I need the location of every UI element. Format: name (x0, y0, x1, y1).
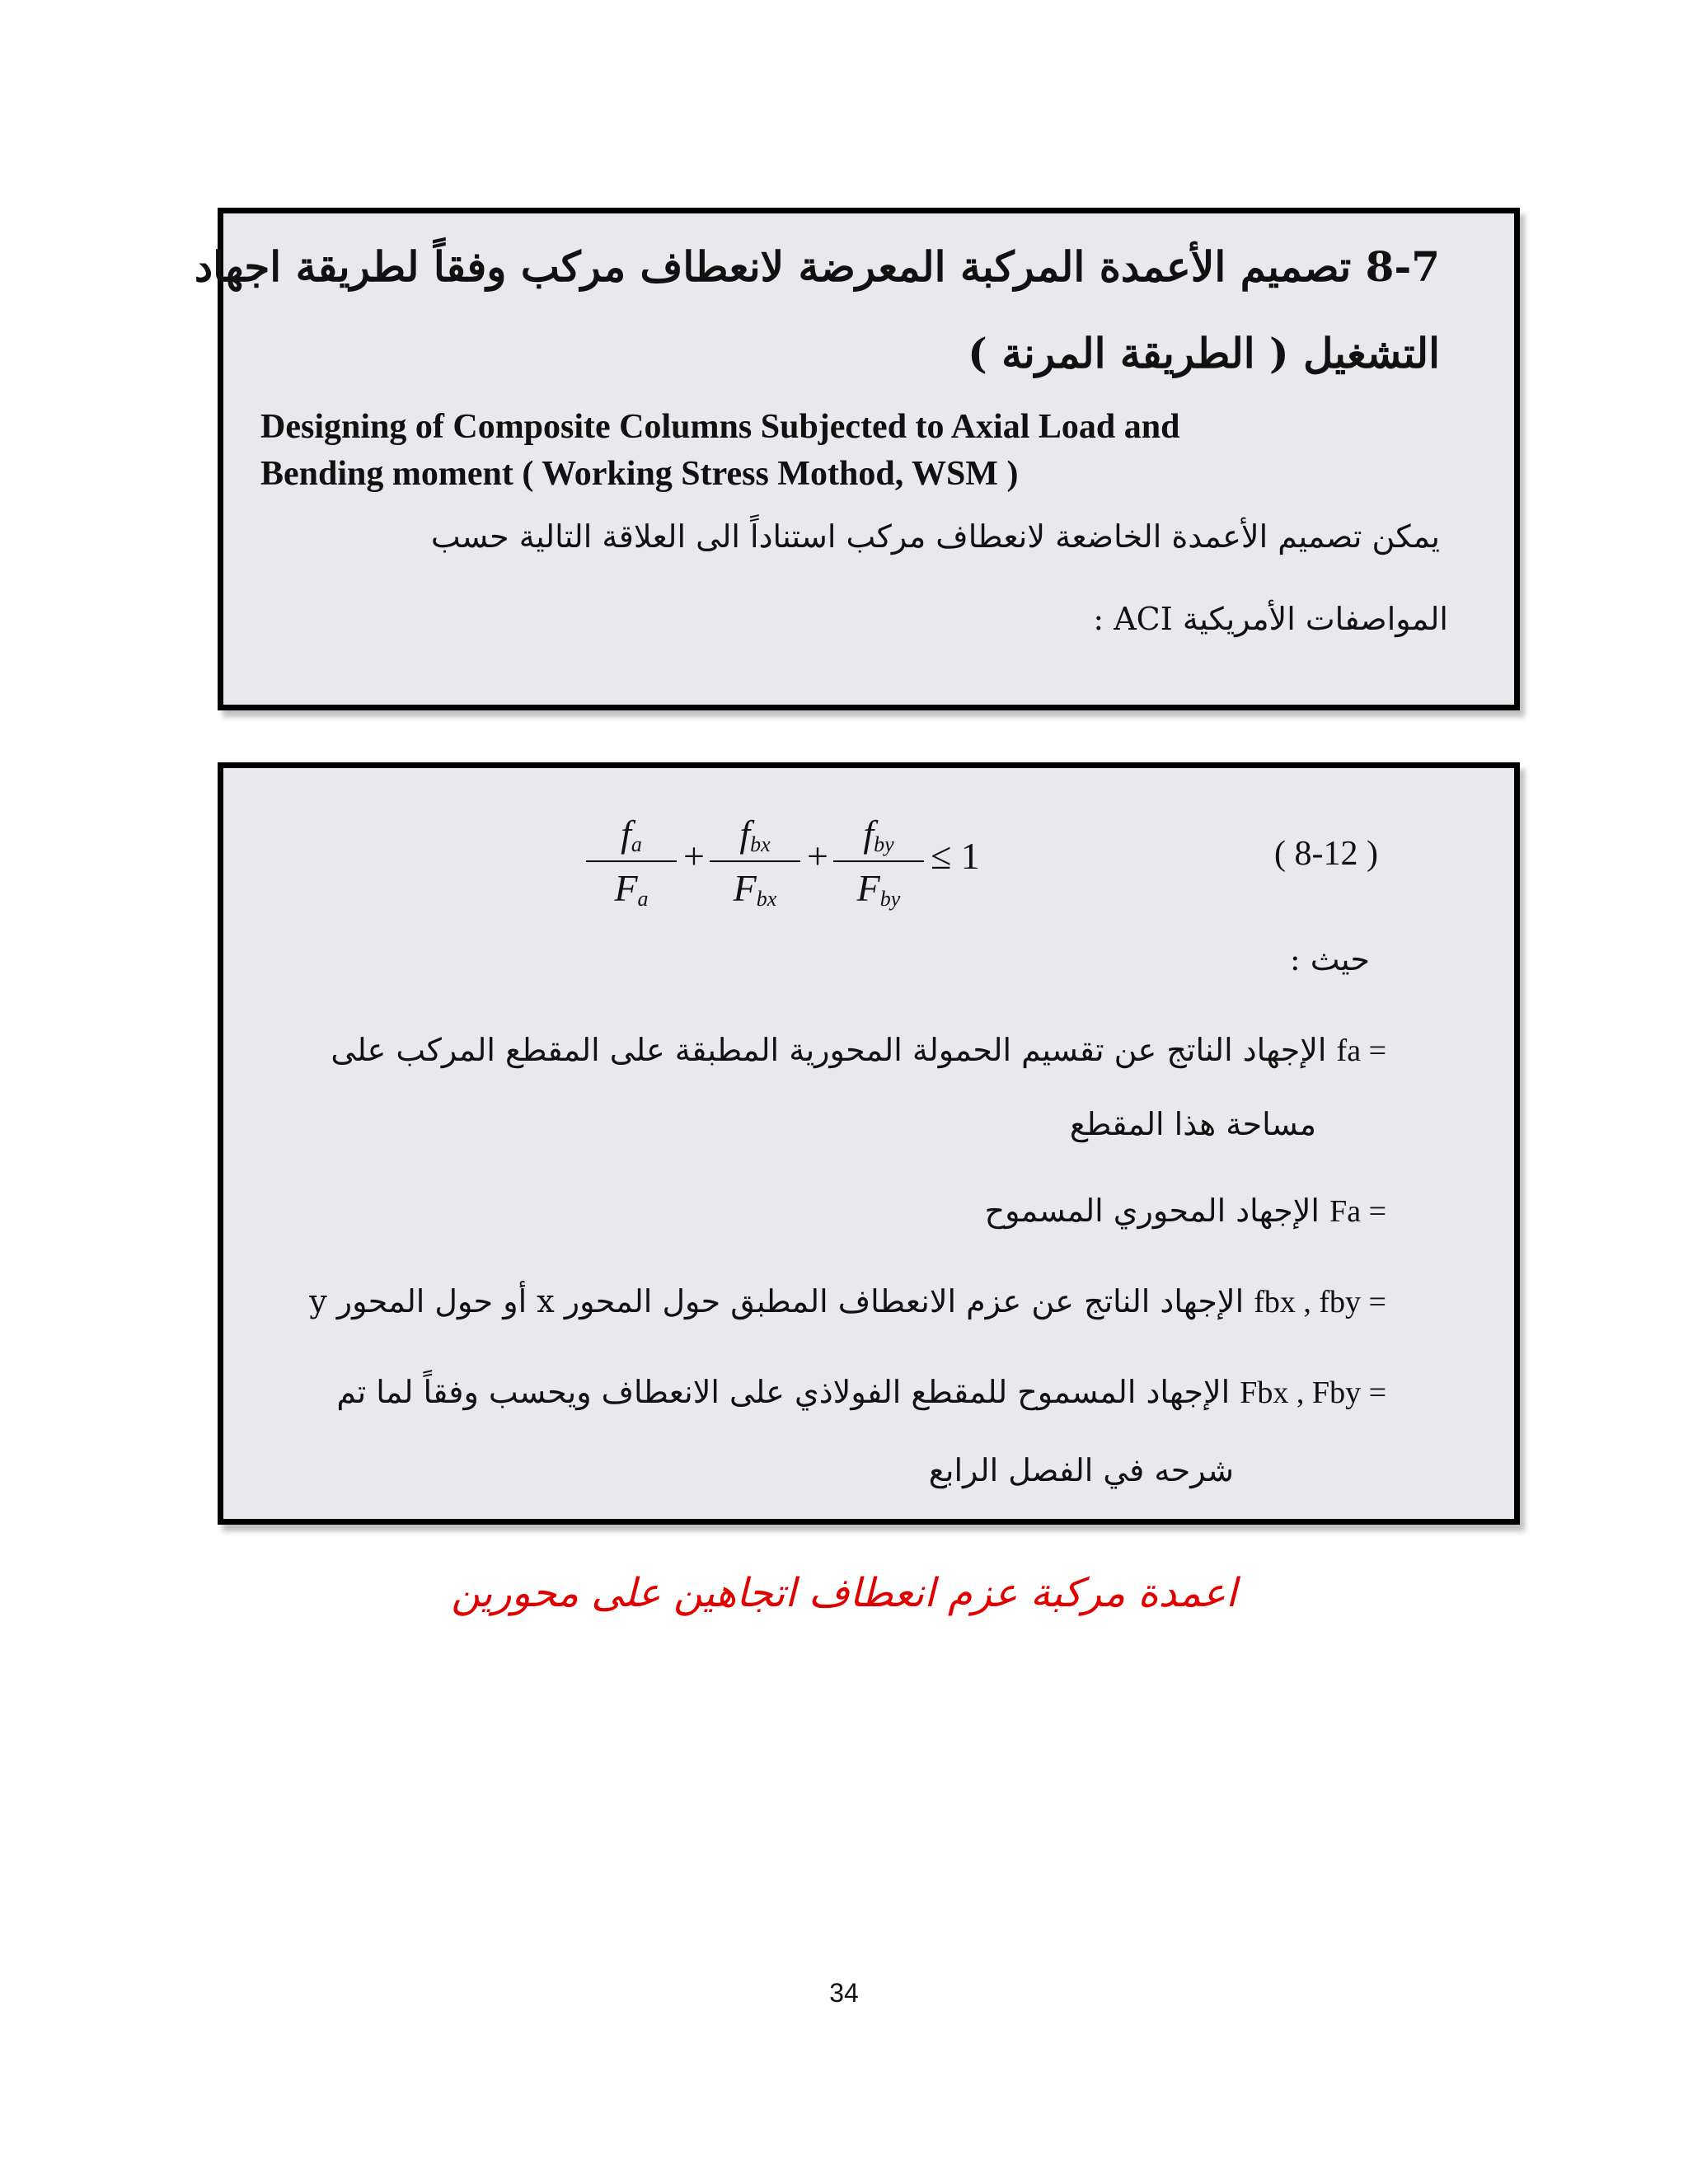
section-heading-line1: 8-7 تصميم الأعمدة المركبة المعرضة لانعطاف مركب وفقاً لطريقة اجهاد (194, 242, 1440, 291)
plus-sign: + (807, 835, 828, 877)
definition-fbx-fby: fbx , fby = الإجهاد الناتج عن عزم الانعطاف المطبق حول المحور x أو حول المحور y (309, 1283, 1386, 1319)
fraction-bending-y: $f_{by}$ $F_{by}$ (833, 809, 924, 913)
fraction-bending-x: $f_{bx}$ $F_{bx}$ (710, 809, 800, 913)
equation-rhs: ≤ 1 (931, 835, 980, 877)
definition-fa-cont: مساحة هذا المقطع (1069, 1106, 1316, 1142)
plus-sign: + (683, 835, 705, 877)
english-title-line2: Bending moment ( Working Stress Mothod, WSM ) (260, 455, 1019, 493)
section-heading-box (194, 208, 1520, 710)
equation-box (218, 762, 1520, 1525)
english-title-line1: Designing of Composite Columns Subjected to Axial Load and (260, 408, 1180, 446)
figure-caption: اعمدة مركبة عزم انعطاف اتجاهين على محورين (451, 1570, 1237, 1616)
where-label: حيث : (1289, 941, 1370, 977)
definition-Fbx-Fby: Fbx , Fby = الإجهاد المسموح للمقطع الفولاذي على الانعطاف ويحسب وفقاً لما تم (336, 1374, 1386, 1410)
section-heading-line2: التشغيل ( الطريقة المرنة ) (968, 329, 1440, 377)
fraction-axial: $f_a$ $F_a$ (586, 809, 677, 913)
definition-fa: fa = الإجهاد الناتج عن تقسيم الحمولة المحورية المطبقة على المقطع المركب على (331, 1032, 1386, 1068)
page-number: 34 (829, 1978, 859, 2008)
definition-Fbx-Fby-cont: شرحه في الفصل الرابع (928, 1452, 1234, 1488)
intro-line1: يمكن تصميم الأعمدة الخاضعة لانعطاف مركب استناداً الى العلاقة التالية حسب (430, 518, 1440, 555)
interaction-equation (586, 809, 1081, 916)
definition-Fa: Fa = الإجهاد المحوري المسموح (984, 1193, 1386, 1229)
intro-line2: المواصفات الأمريكية ACI : (1093, 601, 1448, 637)
equation-number: ( 8-12 ) (1274, 835, 1378, 873)
